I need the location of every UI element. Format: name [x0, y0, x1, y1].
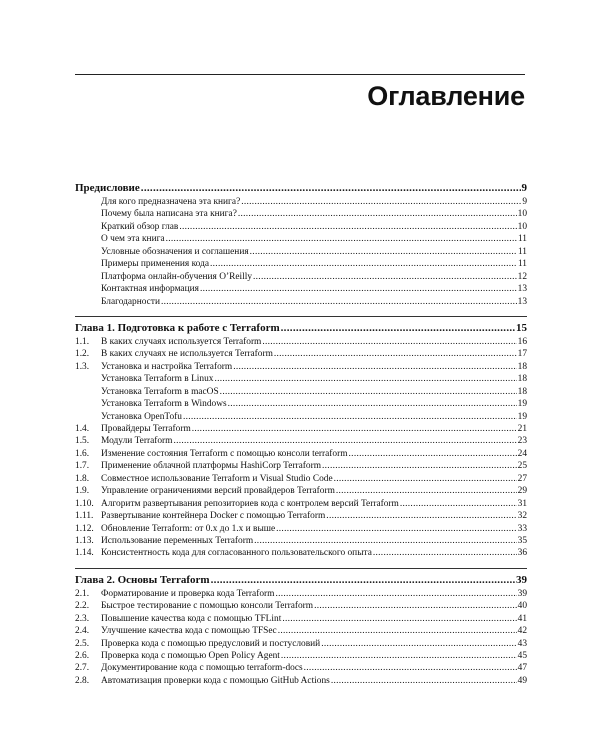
toc-heading-label: Предисловие [75, 182, 140, 194]
toc-entry-label: Установка Terraform в Windows [101, 399, 227, 410]
toc-entry-label: Примеры применения кода [101, 259, 210, 270]
toc-entry-label: Форматирование и проверка кода Terraform [101, 588, 275, 599]
leader-dots [228, 398, 517, 410]
toc-heading-label: Глава 1. Подготовка к работе с Terraform [75, 321, 280, 334]
toc-entry[interactable] [75, 336, 527, 348]
toc-entry-label: Быстрое тестирование с помощью консоли Terraform [101, 601, 314, 612]
toc-entry-page: 39 [517, 588, 527, 599]
leader-dots [210, 258, 517, 270]
leader-dots [336, 485, 517, 497]
toc-entry-page: 31 [517, 498, 527, 509]
toc-entry-page: 35 [517, 535, 527, 546]
toc-entry-page: 33 [517, 523, 527, 534]
toc-entry[interactable] [75, 196, 527, 208]
toc-entry-label: Установка и настройка Terraform [101, 361, 233, 372]
toc-section [75, 568, 527, 688]
leader-dots [274, 348, 517, 360]
toc-entry-label: Обновление Terraform: от 0.x до 1.x и выше [101, 523, 276, 534]
toc-section [75, 181, 527, 308]
toc-entry-number: 2.4. [75, 626, 90, 637]
leader-dots [334, 473, 517, 485]
leader-dots [211, 573, 515, 587]
toc-entry-page: 18 [517, 386, 527, 397]
leader-dots [281, 650, 517, 662]
toc-entry-page: 19 [517, 399, 527, 410]
toc-entry-label: Использование переменных Terraform [101, 535, 254, 546]
toc-entry-number: 2.1. [75, 588, 90, 599]
toc-entry-page: 41 [517, 613, 527, 624]
leader-dots [253, 271, 517, 283]
toc-entry[interactable] [75, 662, 527, 674]
toc-heading[interactable] [75, 181, 527, 195]
toc-entry-page: 24 [517, 448, 527, 459]
toc-subentry[interactable] [75, 386, 527, 398]
leader-dots [282, 613, 516, 625]
toc-entry-label: Установка Terraform в macOS [101, 386, 219, 397]
toc-entry[interactable] [75, 283, 527, 295]
toc-entry-label: Повышение качества кода с помощью TFLint [101, 613, 282, 624]
toc-entry[interactable] [75, 361, 527, 373]
toc-entry[interactable] [75, 460, 527, 472]
toc-entry-label: Улучшение качества кода с помощью TFSec [101, 626, 277, 637]
toc-entry[interactable] [75, 613, 527, 625]
toc-heading-page: 39 [516, 573, 527, 586]
table-of-contents [75, 181, 527, 695]
toc-entry[interactable] [75, 258, 527, 270]
toc-entry-label: Развертывание контейнера Docker с помощью Terraform [101, 511, 326, 522]
toc-entry[interactable] [75, 296, 527, 308]
leader-dots [192, 423, 517, 435]
toc-entry-page: 43 [517, 638, 527, 649]
toc-entry-label: Применение облачной платформы HashiCorp Terraform [101, 461, 322, 472]
toc-entry-number: 1.12. [75, 523, 94, 534]
leader-dots [304, 662, 517, 674]
toc-entry-page: 16 [517, 336, 527, 347]
toc-entry-page: 19 [517, 411, 527, 422]
toc-heading[interactable] [75, 321, 527, 335]
leader-dots [314, 600, 517, 612]
toc-entry-page: 11 [517, 234, 527, 245]
toc-entry-number: 1.11. [75, 511, 94, 522]
toc-entry[interactable] [75, 510, 527, 522]
toc-entry-page: 25 [517, 461, 527, 472]
toc-entry[interactable] [75, 448, 527, 460]
toc-entry-number: 2.2. [75, 601, 90, 612]
toc-entry-label: Платформа онлайн-обучения O’Reilly [101, 271, 253, 282]
toc-entry[interactable] [75, 523, 527, 535]
leader-dots [331, 675, 517, 687]
toc-entry[interactable] [75, 638, 527, 650]
toc-entry-label: Консистентность кода для согласованного пользовательского опыта [101, 548, 372, 559]
toc-entry[interactable] [75, 650, 527, 662]
leader-dots [233, 361, 516, 373]
toc-entry-label: Условные обозначения и соглашения [101, 246, 249, 257]
leader-dots [400, 498, 517, 510]
toc-entry-number: 1.10. [75, 498, 94, 509]
toc-entry-label: Совместное использование Terraform и Visual Studio Code [101, 473, 333, 484]
toc-entry-number: 1.3. [75, 361, 90, 372]
leader-dots [250, 246, 517, 258]
toc-entry-label: Установка Terraform в Linux [101, 374, 214, 385]
leader-dots [241, 196, 521, 208]
toc-entry-page: 47 [517, 663, 527, 674]
toc-entry-label: Установка OpenTofu [101, 411, 182, 422]
toc-entry-number: 1.14. [75, 548, 94, 559]
toc-entry-label: Модули Terraform [101, 436, 173, 447]
leader-dots [141, 181, 521, 195]
toc-entry[interactable] [75, 547, 527, 559]
toc-entry-page: 49 [517, 675, 527, 686]
page-title: Оглавление [367, 81, 525, 111]
toc-entry-label: Изменение состояния Terraform с помощью консоли terraform [101, 448, 348, 459]
toc-entry-page: 18 [517, 361, 527, 372]
leader-dots [238, 208, 517, 220]
toc-subentry[interactable] [75, 398, 527, 410]
toc-entry[interactable] [75, 271, 527, 283]
toc-entry-page: 10 [517, 209, 527, 220]
leader-dots [278, 625, 517, 637]
toc-entry-page: 13 [517, 296, 527, 307]
toc-entry-number: 2.8. [75, 675, 90, 686]
toc-entry[interactable] [75, 485, 527, 497]
toc-entry-number: 1.7. [75, 461, 90, 472]
toc-entry-label: О чем эта книга [101, 234, 165, 245]
toc-entry-label: Для кого предназначена эта книга? [101, 197, 241, 207]
toc-heading-page: 9 [521, 182, 527, 194]
toc-entry[interactable] [75, 233, 527, 245]
toc-entry[interactable] [75, 221, 527, 233]
toc-entry-label: Провайдеры Terraform [101, 424, 191, 434]
toc-entry-number: 1.5. [75, 436, 90, 447]
leader-dots [373, 547, 517, 559]
toc-entry[interactable] [75, 246, 527, 258]
toc-heading-page: 15 [516, 321, 527, 334]
toc-entry-page: 23 [517, 436, 527, 447]
toc-entry-label: Проверка кода с помощью Open Policy Agent [101, 651, 280, 661]
toc-entry-number: 2.7. [75, 663, 90, 674]
toc-entry-number: 2.5. [75, 638, 90, 649]
toc-entry-label: Краткий обзор глав [101, 221, 179, 232]
toc-entry-page: 11 [517, 246, 527, 257]
toc-entry-page: 29 [517, 486, 527, 497]
leader-dots [262, 336, 516, 348]
toc-entry-label: Контактная информация [101, 284, 199, 295]
toc-entry-page: 45 [517, 651, 527, 661]
toc-entry-page: 9 [522, 197, 527, 207]
toc-entry-label: Документирование кода с помощью terraform-docs [101, 663, 303, 674]
toc-entry-number: 2.3. [75, 613, 90, 624]
toc-entry[interactable] [75, 435, 527, 447]
toc-subentry[interactable] [75, 373, 527, 385]
toc-entry[interactable] [75, 675, 527, 687]
toc-entry-page: 17 [517, 349, 527, 360]
toc-entry-number: 2.6. [75, 651, 90, 661]
toc-entry[interactable] [75, 625, 527, 637]
toc-heading-label: Глава 2. Основы Terraform [75, 573, 210, 586]
toc-entry-label: В каких случаях не используется Terraform [101, 349, 273, 360]
toc-entry-label: Почему была написана эта книга? [101, 209, 237, 220]
leader-dots [254, 535, 516, 547]
toc-subentry[interactable] [75, 411, 527, 423]
leader-dots [161, 296, 517, 308]
toc-entry-number: 1.4. [75, 424, 90, 434]
toc-entry-page: 32 [517, 511, 527, 522]
toc-entry-label: Автоматизация проверки кода с помощью GitHub Actions [101, 675, 330, 686]
toc-entry-number: 1.13. [75, 535, 94, 546]
toc-entry[interactable] [75, 588, 527, 600]
toc-entry-label: Алгоритм развертывания репозиториев кода с контролем версий Terraform [101, 498, 399, 509]
leader-dots [349, 448, 517, 460]
toc-entry-page: 12 [517, 271, 527, 282]
toc-entry-label: Благодарности [101, 296, 160, 307]
leader-dots [275, 588, 516, 600]
toc-entry-number: 1.9. [75, 486, 90, 497]
toc-entry[interactable] [75, 600, 527, 612]
toc-entry-label: Управление ограничениями версий провайдеров Terraform [101, 486, 335, 497]
leader-dots [214, 373, 516, 385]
toc-entry[interactable] [75, 498, 527, 510]
toc-entry-number: 1.2. [75, 349, 90, 360]
toc-entry-page: 36 [517, 548, 527, 559]
toc-heading[interactable] [75, 573, 527, 587]
top-rule [75, 74, 525, 75]
toc-entry-page: 21 [517, 424, 527, 434]
leader-dots [200, 283, 517, 295]
toc-entry-page: 10 [517, 221, 527, 232]
toc-entry-number: 1.6. [75, 448, 90, 459]
leader-dots [281, 321, 515, 335]
toc-entry-label: Проверка кода с помощью предусловий и постусловий [101, 638, 321, 649]
toc-entry[interactable] [75, 208, 527, 220]
toc-entry-page: 40 [517, 601, 527, 612]
leader-dots [166, 233, 517, 245]
toc-entry[interactable] [75, 423, 527, 435]
toc-entry[interactable] [75, 473, 527, 485]
toc-entry-number: 1.1. [75, 336, 90, 347]
toc-entry-page: 18 [517, 374, 527, 385]
toc-entry[interactable] [75, 348, 527, 360]
leader-dots [322, 460, 517, 472]
leader-dots [276, 523, 516, 535]
leader-dots [326, 510, 516, 522]
toc-entry[interactable] [75, 535, 527, 547]
toc-entry-page: 27 [517, 473, 527, 484]
leader-dots [220, 386, 517, 398]
toc-entry-number: 1.8. [75, 473, 90, 484]
toc-entry-page: 42 [517, 626, 527, 637]
toc-entry-label: В каких случаях используется Terraform [101, 336, 262, 347]
toc-section [75, 316, 527, 560]
toc-entry-page: 13 [517, 284, 527, 295]
leader-dots [321, 638, 516, 650]
leader-dots [183, 411, 517, 423]
leader-dots [173, 435, 516, 447]
leader-dots [179, 221, 516, 233]
toc-entry-page: 11 [517, 259, 527, 270]
